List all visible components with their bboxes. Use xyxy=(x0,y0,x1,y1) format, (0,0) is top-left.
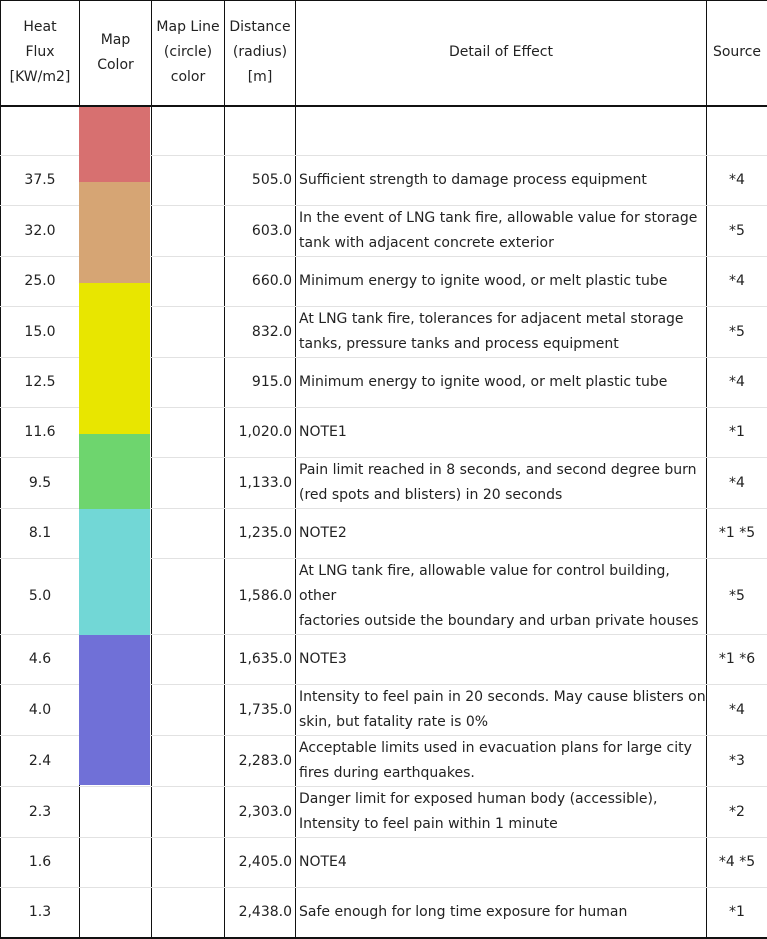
heat-flux-cell: 2.4 xyxy=(1,736,80,787)
distance-cell: 915.0 xyxy=(225,358,296,408)
map-color-cell xyxy=(80,838,152,888)
map-color-cell xyxy=(80,888,152,938)
detail-line: tanks, pressure tanks and process equipment xyxy=(299,332,706,357)
heat-flux-cell: 1.3 xyxy=(1,888,80,938)
detail-cell xyxy=(296,787,707,838)
map-line-color-cell xyxy=(152,736,225,787)
map-color-band xyxy=(79,107,150,182)
detail-line: tank with adjacent concrete exterior xyxy=(299,231,706,256)
map-line-color-cell xyxy=(152,509,225,559)
map-line-color-cell xyxy=(152,458,225,509)
distance-cell: 832.0 xyxy=(225,307,296,358)
header-detail: Detail of Effect xyxy=(296,1,707,106)
distance-cell: 1,586.0 xyxy=(225,559,296,635)
distance-cell: 1,133.0 xyxy=(225,458,296,509)
heat-flux-cell: 25.0 xyxy=(1,257,80,307)
map-color-band xyxy=(79,283,150,434)
detail-line: At LNG tank fire, allowable value for control building, other xyxy=(299,559,706,609)
map-line-color-cell xyxy=(152,838,225,888)
detail-line: Minimum energy to ignite wood, or melt plastic tube xyxy=(299,269,706,294)
detail-cell xyxy=(296,509,707,559)
map-line-color-cell xyxy=(152,307,225,358)
map-color-band xyxy=(79,434,150,509)
heat-flux-cell: 4.6 xyxy=(1,635,80,685)
heat-flux-cell: 5.0 xyxy=(1,559,80,635)
map-line-color-cell xyxy=(152,888,225,938)
header-source: Source xyxy=(707,1,767,106)
distance-cell: 2,303.0 xyxy=(225,787,296,838)
detail-cell xyxy=(296,156,707,206)
source-cell: *4 xyxy=(707,685,767,736)
header-map-color: Map Color xyxy=(80,1,152,106)
detail-line: NOTE2 xyxy=(299,521,706,546)
source-cell: *4 xyxy=(707,156,767,206)
detail-cell xyxy=(296,635,707,685)
header-row xyxy=(1,1,767,106)
heat-flux-cell: 15.0 xyxy=(1,307,80,358)
detail-line: Sufficient strength to damage process equipment xyxy=(299,168,706,193)
detail-line: (red spots and blisters) in 20 seconds xyxy=(299,483,706,508)
detail-line: Intensity to feel pain within 1 minute xyxy=(299,812,706,837)
heat-flux-cell: 9.5 xyxy=(1,458,80,509)
distance-cell: 660.0 xyxy=(225,257,296,307)
distance-cell: 603.0 xyxy=(225,206,296,257)
map-line-color-cell xyxy=(152,257,225,307)
distance-cell xyxy=(225,106,296,156)
map-line-color-cell xyxy=(152,635,225,685)
map-line-color-cell xyxy=(152,206,225,257)
heat-flux-cell: 8.1 xyxy=(1,509,80,559)
detail-line: factories outside the boundary and urban private houses xyxy=(299,609,706,634)
detail-cell xyxy=(296,685,707,736)
map-line-color-cell xyxy=(152,787,225,838)
heat-flux-cell: 37.5 xyxy=(1,156,80,206)
detail-line: NOTE1 xyxy=(299,420,706,445)
map-color-cell xyxy=(80,787,152,838)
map-line-color-cell xyxy=(152,106,225,156)
map-color-band xyxy=(79,635,150,786)
heat-flux-cell xyxy=(1,106,80,156)
detail-line: NOTE3 xyxy=(299,647,706,672)
source-cell: *1 xyxy=(707,408,767,458)
distance-cell: 1,235.0 xyxy=(225,509,296,559)
detail-cell xyxy=(296,838,707,888)
source-cell: *1 *5 xyxy=(707,509,767,559)
source-cell: *4 *5 xyxy=(707,838,767,888)
source-cell: *2 xyxy=(707,787,767,838)
source-cell: *4 xyxy=(707,358,767,408)
source-cell: *5 xyxy=(707,559,767,635)
detail-line: Safe enough for long time exposure for human xyxy=(299,900,706,925)
distance-cell: 1,735.0 xyxy=(225,685,296,736)
source-cell xyxy=(707,106,767,156)
detail-line: Danger limit for exposed human body (accessible), xyxy=(299,787,706,812)
source-cell: *4 xyxy=(707,257,767,307)
detail-line: NOTE4 xyxy=(299,850,706,875)
heat-flux-cell: 1.6 xyxy=(1,838,80,888)
map-color-band xyxy=(79,509,150,635)
heat-flux-cell: 11.6 xyxy=(1,408,80,458)
distance-cell: 2,438.0 xyxy=(225,888,296,938)
table-row xyxy=(1,787,767,838)
detail-line: skin, but fatality rate is 0% xyxy=(299,710,706,735)
header-distance: Distance (radius) [m] xyxy=(225,1,296,106)
heat-flux-cell: 32.0 xyxy=(1,206,80,257)
detail-line: In the event of LNG tank fire, allowable value for storage xyxy=(299,206,706,231)
detail-line: Intensity to feel pain in 20 seconds. May cause blisters on xyxy=(299,685,706,710)
detail-line: Minimum energy to ignite wood, or melt plastic tube xyxy=(299,370,706,395)
detail-cell xyxy=(296,307,707,358)
detail-line: Pain limit reached in 8 seconds, and second degree burn xyxy=(299,458,706,483)
detail-line: Acceptable limits used in evacuation plans for large city xyxy=(299,736,706,761)
heat-flux-cell: 12.5 xyxy=(1,358,80,408)
map-color-band xyxy=(79,182,150,283)
header-heat-flux: Heat Flux [KW/m2] xyxy=(1,1,80,106)
map-line-color-cell xyxy=(152,408,225,458)
header-map-line-color: Map Line (circle) color xyxy=(152,1,225,106)
source-cell: *1 xyxy=(707,888,767,938)
detail-cell xyxy=(296,358,707,408)
heat-flux-cell: 2.3 xyxy=(1,787,80,838)
distance-cell: 2,283.0 xyxy=(225,736,296,787)
map-line-color-cell xyxy=(152,156,225,206)
detail-cell xyxy=(296,736,707,787)
map-line-color-cell xyxy=(152,358,225,408)
detail-line: fires during earthquakes. xyxy=(299,761,706,786)
table-row xyxy=(1,838,767,888)
source-cell: *3 xyxy=(707,736,767,787)
distance-cell: 1,020.0 xyxy=(225,408,296,458)
map-line-color-cell xyxy=(152,559,225,635)
detail-cell xyxy=(296,408,707,458)
detail-cell xyxy=(296,559,707,635)
distance-cell: 505.0 xyxy=(225,156,296,206)
detail-cell xyxy=(296,206,707,257)
distance-cell: 2,405.0 xyxy=(225,838,296,888)
source-cell: *1 *6 xyxy=(707,635,767,685)
detail-cell xyxy=(296,458,707,509)
source-cell: *4 xyxy=(707,458,767,509)
source-cell: *5 xyxy=(707,206,767,257)
table-row xyxy=(1,888,767,938)
heat-flux-cell: 4.0 xyxy=(1,685,80,736)
detail-line: At LNG tank fire, tolerances for adjacent metal storage xyxy=(299,307,706,332)
map-line-color-cell xyxy=(152,685,225,736)
detail-cell xyxy=(296,106,707,156)
detail-cell xyxy=(296,888,707,938)
source-cell: *5 xyxy=(707,307,767,358)
distance-cell: 1,635.0 xyxy=(225,635,296,685)
detail-cell xyxy=(296,257,707,307)
